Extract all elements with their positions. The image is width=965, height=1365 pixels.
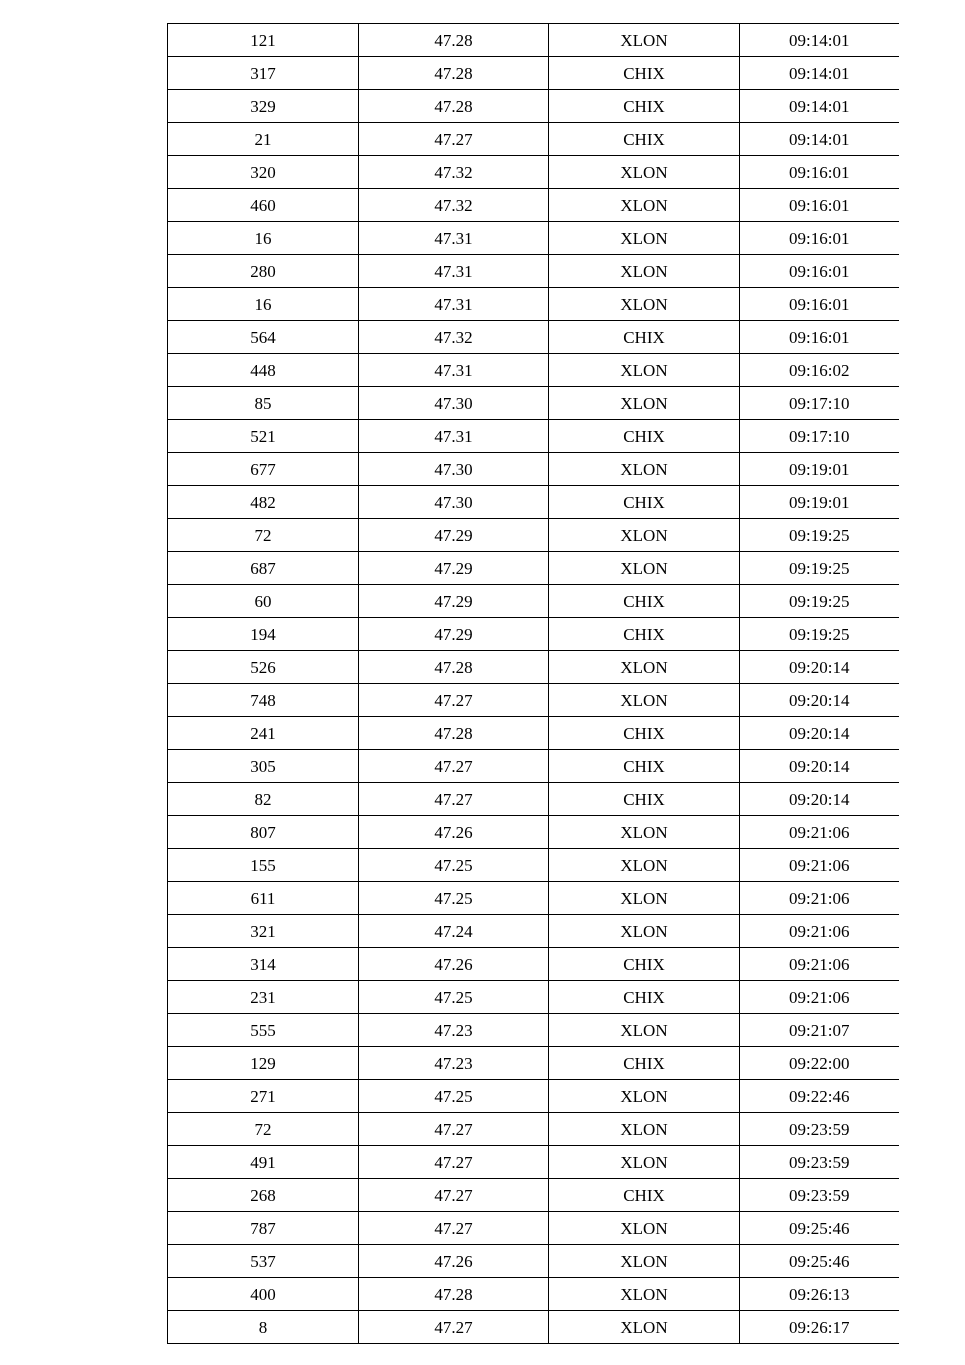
volume-cell: 677: [168, 453, 359, 486]
venue-cell: XLON: [549, 1146, 740, 1179]
table-row: [168, 453, 899, 486]
volume-cell: 60: [168, 585, 359, 618]
table-row: [168, 585, 899, 618]
table-row: [168, 255, 899, 288]
venue-cell: CHIX: [549, 585, 740, 618]
venue-cell: CHIX: [549, 618, 740, 651]
venue-cell: CHIX: [549, 1179, 740, 1212]
volume-cell: 85: [168, 387, 359, 420]
volume-cell: 329: [168, 90, 359, 123]
table-row: [168, 651, 899, 684]
table-row: [168, 552, 899, 585]
table-row: [168, 387, 899, 420]
volume-cell: 748: [168, 684, 359, 717]
time-cell: 09:16:01: [740, 222, 899, 255]
volume-cell: 787: [168, 1212, 359, 1245]
price-cell: 47.27: [359, 1212, 549, 1245]
volume-cell: 271: [168, 1080, 359, 1113]
table-row: [168, 519, 899, 552]
table-row: [168, 1311, 899, 1344]
volume-cell: 555: [168, 1014, 359, 1047]
price-cell: 47.31: [359, 255, 549, 288]
venue-cell: XLON: [549, 156, 740, 189]
volume-cell: 537: [168, 1245, 359, 1278]
venue-cell: CHIX: [549, 321, 740, 354]
volume-cell: 807: [168, 816, 359, 849]
venue-cell: XLON: [549, 1212, 740, 1245]
venue-cell: CHIX: [549, 486, 740, 519]
table-row: [168, 123, 899, 156]
price-cell: 47.31: [359, 222, 549, 255]
volume-cell: 526: [168, 651, 359, 684]
time-cell: 09:16:01: [740, 255, 899, 288]
venue-cell: XLON: [549, 1113, 740, 1146]
venue-cell: XLON: [549, 189, 740, 222]
time-cell: 09:19:25: [740, 552, 899, 585]
time-cell: 09:16:01: [740, 288, 899, 321]
table-row: [168, 486, 899, 519]
price-cell: 47.29: [359, 519, 549, 552]
price-cell: 47.29: [359, 552, 549, 585]
volume-cell: 72: [168, 519, 359, 552]
table-row: [168, 849, 899, 882]
volume-cell: 16: [168, 288, 359, 321]
table-row: [168, 1080, 899, 1113]
time-cell: 09:25:46: [740, 1212, 899, 1245]
venue-cell: XLON: [549, 915, 740, 948]
price-cell: 47.28: [359, 90, 549, 123]
price-cell: 47.32: [359, 156, 549, 189]
volume-cell: 129: [168, 1047, 359, 1080]
time-cell: 09:21:06: [740, 981, 899, 1014]
time-cell: 09:20:14: [740, 717, 899, 750]
time-cell: 09:21:06: [740, 882, 899, 915]
time-cell: 09:19:25: [740, 618, 899, 651]
venue-cell: XLON: [549, 816, 740, 849]
price-cell: 47.30: [359, 453, 549, 486]
volume-cell: 321: [168, 915, 359, 948]
time-cell: 09:20:14: [740, 684, 899, 717]
venue-cell: CHIX: [549, 783, 740, 816]
volume-cell: 317: [168, 57, 359, 90]
time-cell: 09:21:06: [740, 849, 899, 882]
price-cell: 47.27: [359, 1146, 549, 1179]
volume-cell: 155: [168, 849, 359, 882]
price-cell: 47.30: [359, 387, 549, 420]
price-cell: 47.26: [359, 948, 549, 981]
venue-cell: XLON: [549, 222, 740, 255]
price-cell: 47.29: [359, 585, 549, 618]
venue-cell: XLON: [549, 24, 740, 57]
venue-cell: XLON: [549, 1278, 740, 1311]
venue-cell: XLON: [549, 453, 740, 486]
time-cell: 09:21:06: [740, 915, 899, 948]
price-cell: 47.32: [359, 321, 549, 354]
price-cell: 47.32: [359, 189, 549, 222]
table-row: [168, 1179, 899, 1212]
price-cell: 47.31: [359, 288, 549, 321]
time-cell: 09:19:01: [740, 486, 899, 519]
volume-cell: 8: [168, 1311, 359, 1344]
volume-cell: 482: [168, 486, 359, 519]
venue-cell: XLON: [549, 255, 740, 288]
time-cell: 09:21:07: [740, 1014, 899, 1047]
volume-cell: 320: [168, 156, 359, 189]
table-row: [168, 750, 899, 783]
venue-cell: XLON: [549, 1311, 740, 1344]
venue-cell: CHIX: [549, 981, 740, 1014]
table-row: [168, 222, 899, 255]
price-cell: 47.31: [359, 420, 549, 453]
volume-cell: 72: [168, 1113, 359, 1146]
venue-cell: CHIX: [549, 948, 740, 981]
price-cell: 47.25: [359, 849, 549, 882]
time-cell: 09:26:17: [740, 1311, 899, 1344]
volume-cell: 16: [168, 222, 359, 255]
venue-cell: XLON: [549, 1245, 740, 1278]
volume-cell: 611: [168, 882, 359, 915]
volume-cell: 400: [168, 1278, 359, 1311]
table-row: [168, 717, 899, 750]
venue-cell: XLON: [549, 651, 740, 684]
time-cell: 09:14:01: [740, 24, 899, 57]
volume-cell: 121: [168, 24, 359, 57]
volume-cell: 241: [168, 717, 359, 750]
time-cell: 09:23:59: [740, 1113, 899, 1146]
volume-cell: 268: [168, 1179, 359, 1212]
price-cell: 47.23: [359, 1014, 549, 1047]
time-cell: 09:20:14: [740, 783, 899, 816]
volume-cell: 21: [168, 123, 359, 156]
trades-table: [167, 23, 899, 1344]
volume-cell: 231: [168, 981, 359, 1014]
price-cell: 47.30: [359, 486, 549, 519]
time-cell: 09:20:14: [740, 750, 899, 783]
price-cell: 47.31: [359, 354, 549, 387]
price-cell: 47.27: [359, 684, 549, 717]
price-cell: 47.28: [359, 1278, 549, 1311]
time-cell: 09:22:00: [740, 1047, 899, 1080]
volume-cell: 564: [168, 321, 359, 354]
table-row: [168, 420, 899, 453]
table-row: [168, 1113, 899, 1146]
venue-cell: XLON: [549, 387, 740, 420]
volume-cell: 82: [168, 783, 359, 816]
volume-cell: 687: [168, 552, 359, 585]
table-row: [168, 882, 899, 915]
venue-cell: XLON: [549, 1080, 740, 1113]
time-cell: 09:21:06: [740, 948, 899, 981]
price-cell: 47.28: [359, 651, 549, 684]
price-cell: 47.27: [359, 123, 549, 156]
price-cell: 47.28: [359, 24, 549, 57]
time-cell: 09:19:01: [740, 453, 899, 486]
table-row: [168, 156, 899, 189]
price-cell: 47.28: [359, 57, 549, 90]
table-row: [168, 816, 899, 849]
table-row: [168, 321, 899, 354]
time-cell: 09:14:01: [740, 57, 899, 90]
table-row: [168, 1278, 899, 1311]
table-row: [168, 354, 899, 387]
venue-cell: XLON: [549, 882, 740, 915]
price-cell: 47.27: [359, 1179, 549, 1212]
time-cell: 09:16:01: [740, 156, 899, 189]
time-cell: 09:21:06: [740, 816, 899, 849]
price-cell: 47.25: [359, 1080, 549, 1113]
time-cell: 09:23:59: [740, 1146, 899, 1179]
time-cell: 09:16:01: [740, 321, 899, 354]
price-cell: 47.24: [359, 915, 549, 948]
volume-cell: 305: [168, 750, 359, 783]
time-cell: 09:16:01: [740, 189, 899, 222]
volume-cell: 491: [168, 1146, 359, 1179]
table-row: [168, 915, 899, 948]
venue-cell: CHIX: [549, 123, 740, 156]
time-cell: 09:23:59: [740, 1179, 899, 1212]
price-cell: 47.26: [359, 816, 549, 849]
table-row: [168, 618, 899, 651]
venue-cell: XLON: [549, 849, 740, 882]
time-cell: 09:16:02: [740, 354, 899, 387]
venue-cell: XLON: [549, 519, 740, 552]
table-row: [168, 24, 899, 57]
venue-cell: CHIX: [549, 90, 740, 123]
table-row: [168, 684, 899, 717]
table-row: [168, 948, 899, 981]
time-cell: 09:14:01: [740, 90, 899, 123]
volume-cell: 280: [168, 255, 359, 288]
time-cell: 09:14:01: [740, 123, 899, 156]
venue-cell: CHIX: [549, 57, 740, 90]
table-row: [168, 1014, 899, 1047]
price-cell: 47.29: [359, 618, 549, 651]
table-row: [168, 90, 899, 123]
time-cell: 09:17:10: [740, 387, 899, 420]
time-cell: 09:17:10: [740, 420, 899, 453]
price-cell: 47.26: [359, 1245, 549, 1278]
venue-cell: XLON: [549, 1014, 740, 1047]
price-cell: 47.27: [359, 1113, 549, 1146]
time-cell: 09:20:14: [740, 651, 899, 684]
table-row: [168, 1245, 899, 1278]
price-cell: 47.25: [359, 981, 549, 1014]
table-row: [168, 1047, 899, 1080]
trades-table-body: [168, 24, 899, 1344]
venue-cell: CHIX: [549, 717, 740, 750]
table-row: [168, 288, 899, 321]
table-row: [168, 981, 899, 1014]
venue-cell: XLON: [549, 288, 740, 321]
venue-cell: CHIX: [549, 1047, 740, 1080]
volume-cell: 460: [168, 189, 359, 222]
table-row: [168, 189, 899, 222]
table-row: [168, 1212, 899, 1245]
price-cell: 47.27: [359, 783, 549, 816]
venue-cell: CHIX: [549, 420, 740, 453]
time-cell: 09:19:25: [740, 519, 899, 552]
volume-cell: 314: [168, 948, 359, 981]
table-row: [168, 57, 899, 90]
table-row: [168, 783, 899, 816]
table-row: [168, 1146, 899, 1179]
venue-cell: CHIX: [549, 750, 740, 783]
time-cell: 09:25:46: [740, 1245, 899, 1278]
volume-cell: 194: [168, 618, 359, 651]
price-cell: 47.25: [359, 882, 549, 915]
price-cell: 47.23: [359, 1047, 549, 1080]
volume-cell: 448: [168, 354, 359, 387]
time-cell: 09:22:46: [740, 1080, 899, 1113]
time-cell: 09:26:13: [740, 1278, 899, 1311]
venue-cell: XLON: [549, 354, 740, 387]
price-cell: 47.27: [359, 1311, 549, 1344]
volume-cell: 521: [168, 420, 359, 453]
venue-cell: XLON: [549, 684, 740, 717]
time-cell: 09:19:25: [740, 585, 899, 618]
venue-cell: XLON: [549, 552, 740, 585]
price-cell: 47.27: [359, 750, 549, 783]
price-cell: 47.28: [359, 717, 549, 750]
